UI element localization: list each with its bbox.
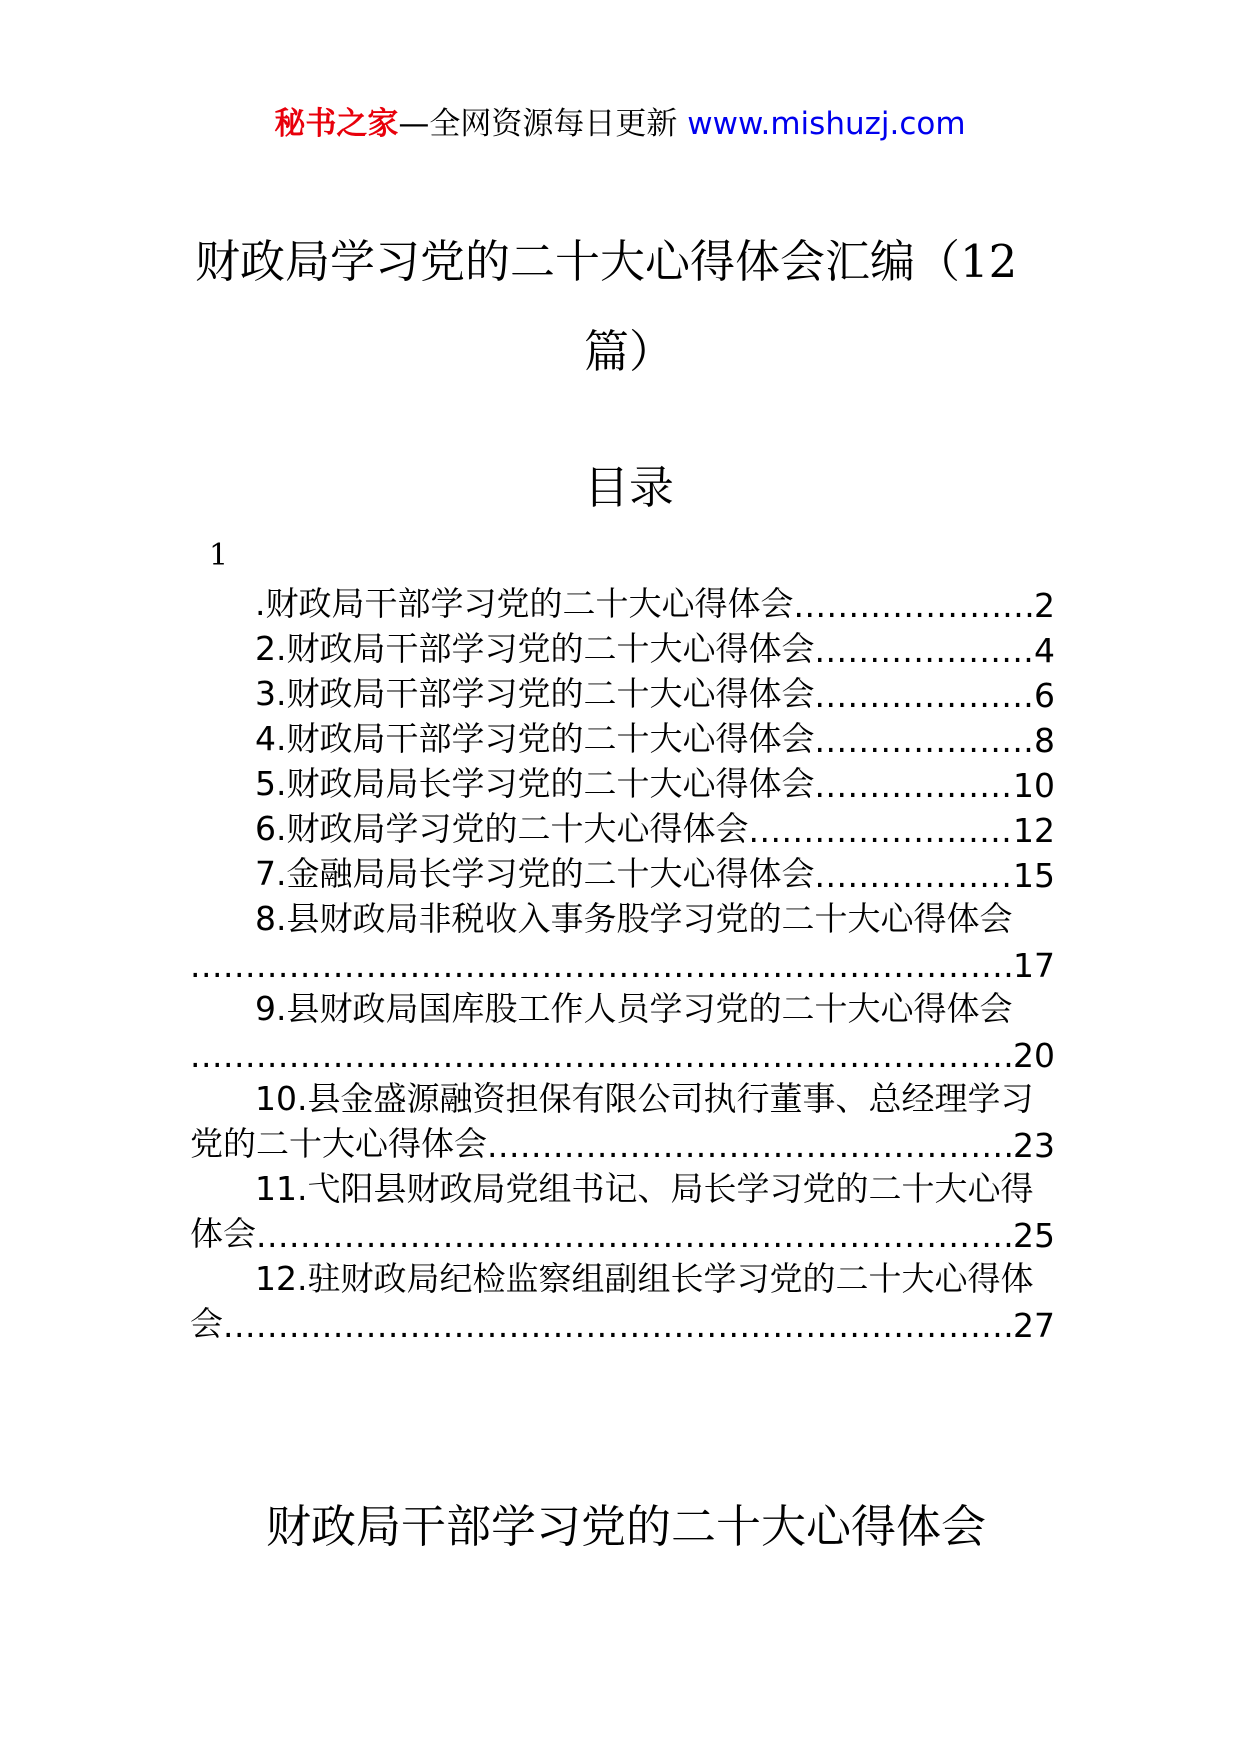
toc-entry-title: 4.财政局干部学习党的二十大心得体会 [255, 719, 815, 758]
toc-entry[interactable] [190, 1255, 1055, 1345]
toc-leader-dots [815, 721, 1033, 760]
toc-entry[interactable] [190, 895, 1055, 985]
toc-entry-title: 3.财政局干部学习党的二十大心得体会 [255, 674, 815, 713]
toc-entry-title: 10.县金盛源融资担保有限公司执行董事、总经理学习 [255, 1079, 1034, 1118]
toc-entry-title: 7.金融局局长学习党的二十大心得体会 [255, 854, 815, 893]
banner-slogan: —全网资源每日更新 [398, 106, 688, 142]
toc-page-number: 10 [1013, 766, 1055, 805]
site-banner [0, 104, 1240, 144]
toc-heading: 目录 [583, 461, 674, 514]
toc-entry[interactable] [190, 760, 1055, 805]
toc-leader-dots [256, 1216, 1011, 1255]
toc-entry-title: .财政局干部学习党的二十大心得体会 [255, 584, 794, 623]
toc-entry[interactable] [190, 1165, 1055, 1255]
toc-entry-title: 11.弋阳县财政局党组书记、局长学习党的二十大心得 [255, 1169, 1034, 1208]
toc-leader-dots [190, 1036, 1011, 1075]
site-url-link[interactable]: www.mishuzj.com [687, 106, 966, 142]
toc-entry[interactable] [190, 580, 1055, 625]
document-title-text: 财政局学习党的二十大心得体会汇编（ [195, 235, 961, 288]
toc-entry-title: 2.财政局干部学习党的二十大心得体会 [255, 629, 815, 668]
toc-entry-title-continued: 体会 [190, 1214, 256, 1253]
toc-page-number: 20 [1013, 1036, 1055, 1075]
toc-stray-number: 1 [209, 538, 229, 573]
toc-entry-title: 9.县财政局国库股工作人员学习党的二十大心得体会 [255, 989, 1013, 1028]
document-title-line2: 篇） [583, 325, 674, 378]
toc-entry[interactable] [190, 670, 1055, 715]
toc-page-number: 6 [1034, 676, 1055, 715]
toc-entry-title: 5.财政局局长学习党的二十大心得体会 [255, 764, 815, 803]
brand-name: 秘书之家 [274, 106, 399, 142]
toc-entry[interactable] [190, 715, 1055, 760]
toc-leader-dots [815, 856, 1012, 895]
toc-entry[interactable] [190, 985, 1055, 1075]
toc-leader-dots [815, 631, 1033, 670]
toc-entry[interactable] [190, 850, 1055, 895]
toc-entry-title: 12.驻财政局纪检监察组副组长学习党的二十大心得体 [255, 1259, 1034, 1298]
table-of-contents [190, 580, 1055, 1345]
toc-entry[interactable] [190, 1075, 1055, 1165]
toc-page-number: 23 [1013, 1126, 1055, 1165]
toc-entry-title-continued: 会 [190, 1304, 223, 1343]
toc-entry-title: 8.县财政局非税收入事务股学习党的二十大心得体会 [255, 899, 1013, 938]
toc-page-number: 27 [1013, 1306, 1055, 1345]
toc-leader-dots [223, 1306, 1011, 1345]
toc-page-number: 12 [1013, 811, 1055, 850]
toc-page-number: 8 [1034, 721, 1055, 760]
toc-page-number: 25 [1013, 1216, 1055, 1255]
toc-entry-title: 6.财政局学习党的二十大心得体会 [255, 809, 749, 848]
toc-leader-dots [487, 1126, 1011, 1165]
toc-leader-dots [794, 586, 1033, 625]
document-title-line1 [195, 232, 1045, 292]
toc-leader-dots [190, 946, 1011, 985]
toc-entry[interactable] [190, 625, 1055, 670]
toc-entry-title-continued: 党的二十大心得体会 [190, 1124, 487, 1163]
toc-page-number: 4 [1034, 631, 1055, 670]
section-title: 财政局干部学习党的二十大心得体会 [265, 1500, 986, 1553]
toc-page-number: 15 [1013, 856, 1055, 895]
toc-page-number: 17 [1013, 946, 1055, 985]
document-title-count: 12 [960, 235, 1018, 288]
toc-page-number: 2 [1034, 586, 1055, 625]
toc-leader-dots [749, 811, 1012, 850]
toc-entry[interactable] [190, 805, 1055, 850]
toc-leader-dots [815, 766, 1012, 805]
toc-leader-dots [815, 676, 1033, 715]
